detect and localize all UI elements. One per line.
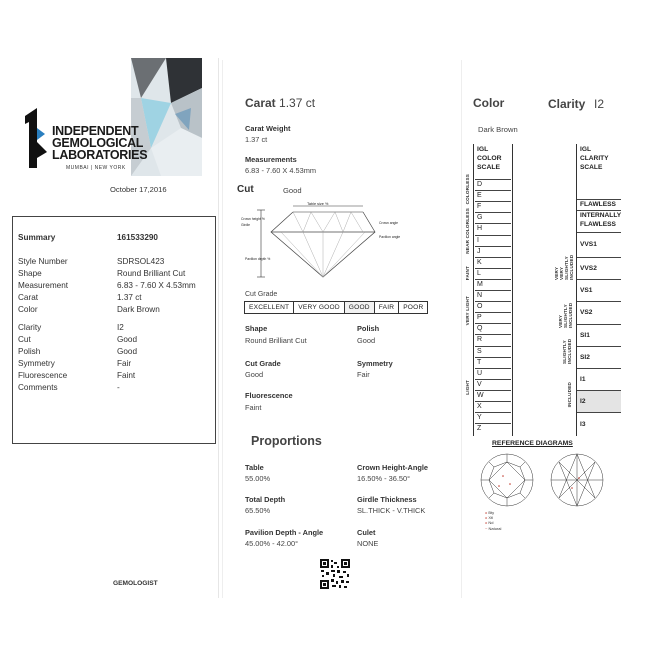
clarity-grade: VS1 [577, 279, 621, 301]
girdle-label: Girdle [241, 223, 251, 227]
pavilion-angle-label: Pavilion angle [379, 235, 401, 239]
color-scale-letter: L [475, 268, 511, 279]
clarity-scale-header: IGL CLARITY SCALE [580, 146, 609, 171]
color-scale-letter: V [475, 379, 511, 390]
crown-value: 16.50% - 36.50° [357, 474, 411, 483]
table-size-label: Table size % [307, 202, 329, 206]
summary-key: Shape [18, 269, 42, 278]
summary-value: - [117, 383, 120, 392]
cut-grade-cell: VERY GOOD [294, 302, 345, 313]
color-group-faint: FAINT [465, 266, 470, 281]
summary-key: Style Number [18, 257, 68, 266]
clarity-grade: SI2 [577, 346, 621, 368]
color-scale-letter: D [475, 179, 511, 190]
color-scale-letter: I [475, 235, 511, 246]
clarity-heading-value: I2 [594, 97, 605, 111]
clarity-group-vsi: VERY SLIGHTLY INCLUDED [558, 302, 573, 328]
cut-heading: Cut [237, 184, 254, 195]
measurements-value: 6.83 - 7.60 X 4.53mm [245, 166, 317, 175]
color-scale-letter: Z [475, 423, 511, 434]
clarity-grade: FLAWLESS [577, 199, 621, 210]
color-group-very-light: VERY LIGHT [465, 296, 470, 326]
summary-value: I2 [117, 323, 124, 332]
carat-weight-label: Carat Weight [245, 124, 291, 133]
qr-code-icon[interactable] [319, 558, 351, 590]
girdle-thickness-label: Girdle Thickness [357, 495, 417, 504]
color-scale-header: IGL COLOR SCALE [477, 146, 502, 171]
clarity-group-si: SLIGHTLY INCLUDED [562, 338, 572, 364]
color-scale-letter: O [475, 301, 511, 312]
color-scale-letter: U [475, 368, 511, 379]
color-scale [473, 144, 513, 436]
lab-locations: MUMBAI | NEW YORK [66, 165, 126, 171]
cut-grade-label: Cut Grade [245, 291, 278, 298]
depth-value: 65.50% [245, 506, 271, 515]
color-scale-letter: Y [475, 412, 511, 423]
color-group-light: LIGHT [465, 380, 470, 395]
color-scale-letter: W [475, 390, 511, 401]
depth-label: Total Depth [245, 495, 286, 504]
clarity-grade: I3 [577, 412, 621, 436]
cut-grade2-label: Cut Grade [245, 359, 281, 368]
color-scale-letter: G [475, 212, 511, 223]
clarity-scale [576, 144, 621, 436]
fluorescence-value: Faint [245, 403, 262, 412]
clarity-grade: VVS2 [577, 257, 621, 279]
color-scale-letter: R [475, 334, 511, 345]
summary-value: Dark Brown [117, 305, 160, 314]
summary-value: SDRSOL423 [117, 257, 165, 266]
color-scale-letter: M [475, 279, 511, 290]
culet-value: NONE [357, 539, 379, 548]
clarity-grade: VVS1 [577, 232, 621, 257]
symmetry-label: Symmetry [357, 359, 393, 368]
culet-label: Culet [357, 528, 376, 537]
cut-heading-value: Good [283, 186, 302, 195]
carat-heading: Carat 1.37 ct [245, 96, 316, 110]
summary-title: Summary [18, 233, 56, 242]
shape-label: Shape [245, 324, 268, 333]
clarity-group-included: INCLUDED [567, 382, 572, 408]
crown-label: Crown Height-Angle [357, 463, 429, 472]
lab-logo-icon [23, 108, 49, 168]
color-scale-letter: S [475, 346, 511, 357]
summary-box [12, 216, 216, 444]
clarity-heading: Clarity [548, 97, 586, 111]
color-heading: Color [473, 96, 505, 110]
color-group-near-colorless: NEAR COLORLESS [465, 208, 470, 254]
reference-diagrams [477, 448, 617, 510]
table-value: 55.00% [245, 474, 271, 483]
clarity-grade: VS2 [577, 301, 621, 324]
color-scale-letter: X [475, 401, 511, 412]
shape-value: Round Brilliant Cut [245, 336, 307, 345]
color-scale-letter: P [475, 312, 511, 323]
pavilion-label: Pavilion Depth - Angle [245, 528, 324, 537]
summary-value: 1.37 ct [117, 293, 142, 302]
color-scale-letter: H [475, 223, 511, 234]
summary-key: Color [18, 305, 38, 314]
summary-panel [8, 58, 219, 598]
clarity-group-vvsi: VERY VERY SLIGHTLY INCLUDED [554, 254, 574, 280]
summary-key: Comments [18, 383, 58, 392]
crown-height-label: Crown height % [241, 217, 265, 221]
clarity-grade: I2 [577, 390, 621, 412]
table-label: Table [245, 463, 264, 472]
color-group-colorless: COLORLESS [465, 174, 470, 205]
cut-grade-cell: FAIR [375, 302, 399, 313]
color-scale-letter: K [475, 257, 511, 268]
crown-angle-label: Crown angle [379, 221, 399, 225]
report-date: October 17,2016 [110, 185, 167, 194]
cut-grade2-value: Good [245, 370, 264, 379]
summary-value: 6.83 - 7.60 X 4.53mm [117, 281, 196, 290]
proportions-heading: Proportions [251, 434, 322, 448]
lab-name: INDEPENDENT GEMOLOGICAL LABORATORIES [52, 124, 148, 162]
clarity-grade: SI1 [577, 324, 621, 346]
diamond-profile-diagram [241, 202, 411, 282]
color-scale-letter: T [475, 357, 511, 368]
color-scale-letter: E [475, 190, 511, 201]
summary-value: Good [117, 347, 138, 356]
reference-diagrams-title: REFERENCE DIAGRAMS [492, 440, 573, 447]
summary-number: 161533290 [117, 233, 158, 242]
summary-value: Faint [117, 371, 136, 380]
summary-key: Carat [18, 293, 39, 302]
summary-key: Cut [18, 335, 31, 344]
symmetry-value: Fair [357, 370, 370, 379]
carat-weight-value: 1.37 ct [245, 135, 268, 144]
cut-grade-scale [244, 301, 428, 314]
polish-label: Polish [357, 324, 380, 333]
cut-grade-cell: EXCELLENT [245, 302, 294, 313]
measurements-label: Measurements [245, 155, 297, 164]
cut-grade-cell: POOR [403, 304, 424, 311]
pavilion-value: 45.00% - 42.00° [245, 539, 299, 548]
color-scale-letter: J [475, 246, 511, 257]
summary-key: Fluorescence [18, 371, 68, 380]
summary-value: Fair [117, 359, 132, 368]
fluorescence-label: Fluorescence [245, 391, 293, 400]
reference-legend: o Bty o Xtl o Nd ~ Natural [485, 510, 502, 531]
color-scale-letter: N [475, 290, 511, 301]
summary-value: Round Brilliant Cut [117, 269, 186, 278]
clarity-grade: INTERNALLY FLAWLESS [577, 210, 621, 232]
summary-key: Clarity [18, 323, 42, 332]
grading-panel [463, 60, 638, 598]
summary-key: Measurement [18, 281, 69, 290]
pavilion-depth-label: Pavilion depth % [245, 257, 271, 261]
report-panel [222, 60, 462, 598]
girdle-thickness-value: SL.THICK - V.THICK [357, 506, 426, 515]
cut-grade-cell: GOOD [345, 302, 375, 313]
clarity-grade: I1 [577, 368, 621, 390]
gemologist-label: GEMOLOGIST [113, 580, 158, 587]
summary-key: Polish [18, 347, 41, 356]
color-scale-letter: F [475, 201, 511, 212]
polish-value: Good [357, 336, 376, 345]
summary-value: Good [117, 335, 138, 344]
color-scale-letter: Q [475, 323, 511, 334]
color-value: Dark Brown [478, 125, 518, 134]
summary-key: Symmetry [18, 359, 55, 368]
